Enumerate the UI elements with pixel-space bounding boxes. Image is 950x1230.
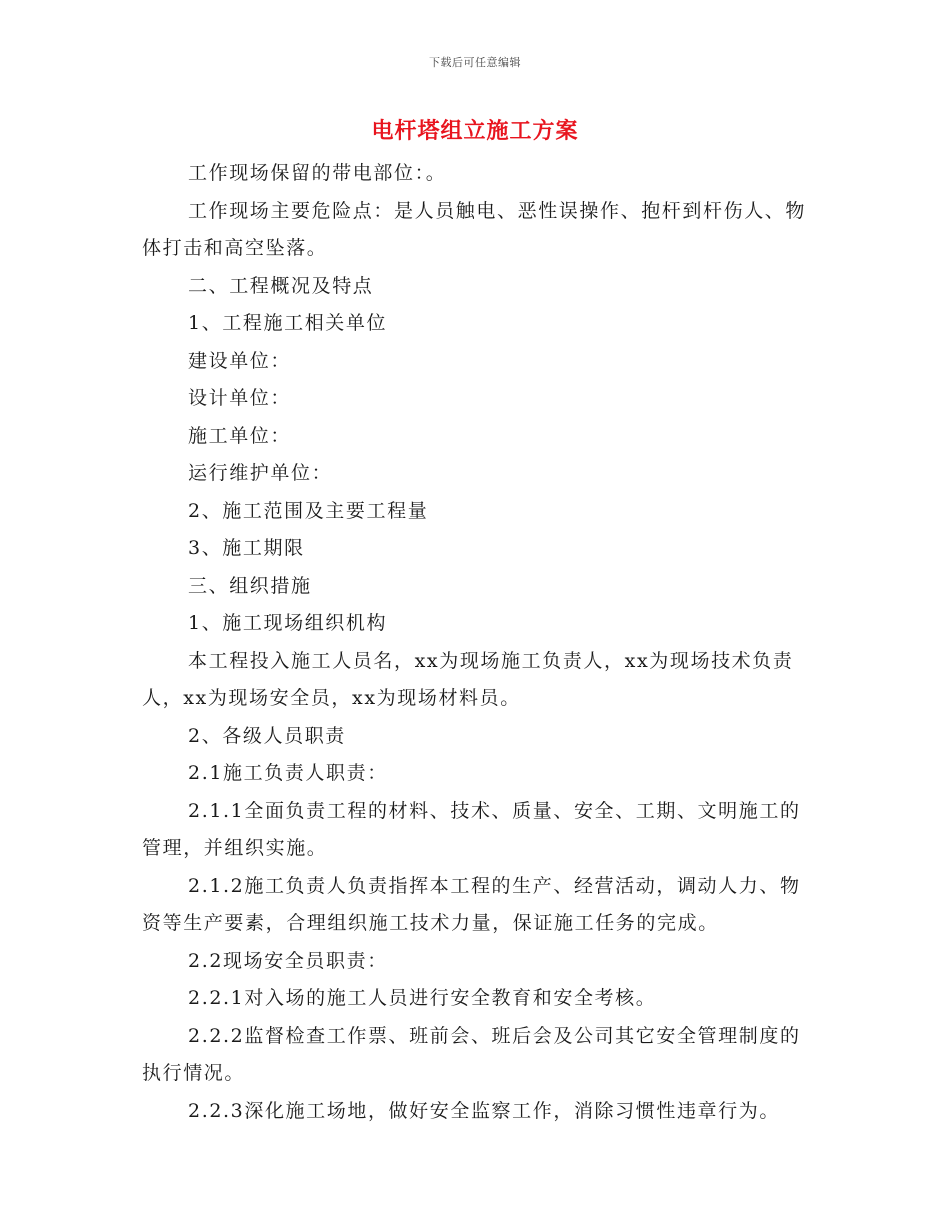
subsection-heading: 1、工程施工相关单位 bbox=[188, 312, 388, 334]
section-heading: 三、组织措施 bbox=[188, 574, 312, 597]
paragraph: 本工程投入施工人员名，xx为现场施工负责人，xx为现场技术负责人，xx为现场安全员，xx为现场材料员。 bbox=[142, 649, 794, 709]
subsection-heading: 2、施工范围及主要工程量 bbox=[188, 499, 429, 522]
subsection-heading: 2、各级人员职责 bbox=[188, 724, 346, 747]
page-header-note: 下载后可任意编辑 bbox=[429, 56, 521, 69]
paragraph: 运行维护单位： bbox=[188, 462, 333, 484]
document-body bbox=[142, 155, 812, 1130]
subsection-heading: 1、施工现场组织机构 bbox=[188, 612, 388, 634]
paragraph: 设计单位： bbox=[188, 387, 292, 409]
paragraph: 工作现场保留的带电部位：。 bbox=[188, 162, 447, 184]
section-heading: 二、工程概况及特点 bbox=[188, 274, 374, 297]
paragraph: 工作现场主要危险点：是人员触电、恶性误操作、抱杆到杆伤人、物体打击和高空坠落。 bbox=[142, 199, 807, 259]
paragraph: 2.2.2监督检查工作票、班前会、班后会及公司其它安全管理制度的执行情况。 bbox=[142, 1024, 801, 1084]
paragraph: 2.2.1对入场的施工人员进行安全教育和安全考核。 bbox=[188, 987, 657, 1009]
subsection-heading: 2.1施工负责人职责： bbox=[188, 762, 388, 784]
paragraph: 2.1.1全面负责工程的材料、技术、质量、安全、工期、文明施工的管理，并组织实施。 bbox=[142, 799, 801, 859]
paragraph: 2.2.3深化施工场地，做好安全监察工作，消除习惯性违章行为。 bbox=[188, 1099, 780, 1122]
subsection-heading: 3、施工期限 bbox=[188, 537, 305, 559]
paragraph: 2.1.2施工负责人负责指挥本工程的生产、经营活动，调动人力、物资等生产要素，合理组织施工技术力量，保证施工任务的完成。 bbox=[142, 874, 801, 934]
document-title: 电杆塔组立施工方案 bbox=[371, 118, 579, 144]
paragraph: 施工单位： bbox=[188, 424, 292, 447]
subsection-heading: 2.2现场安全员职责： bbox=[188, 949, 388, 972]
paragraph: 建设单位： bbox=[188, 349, 292, 372]
